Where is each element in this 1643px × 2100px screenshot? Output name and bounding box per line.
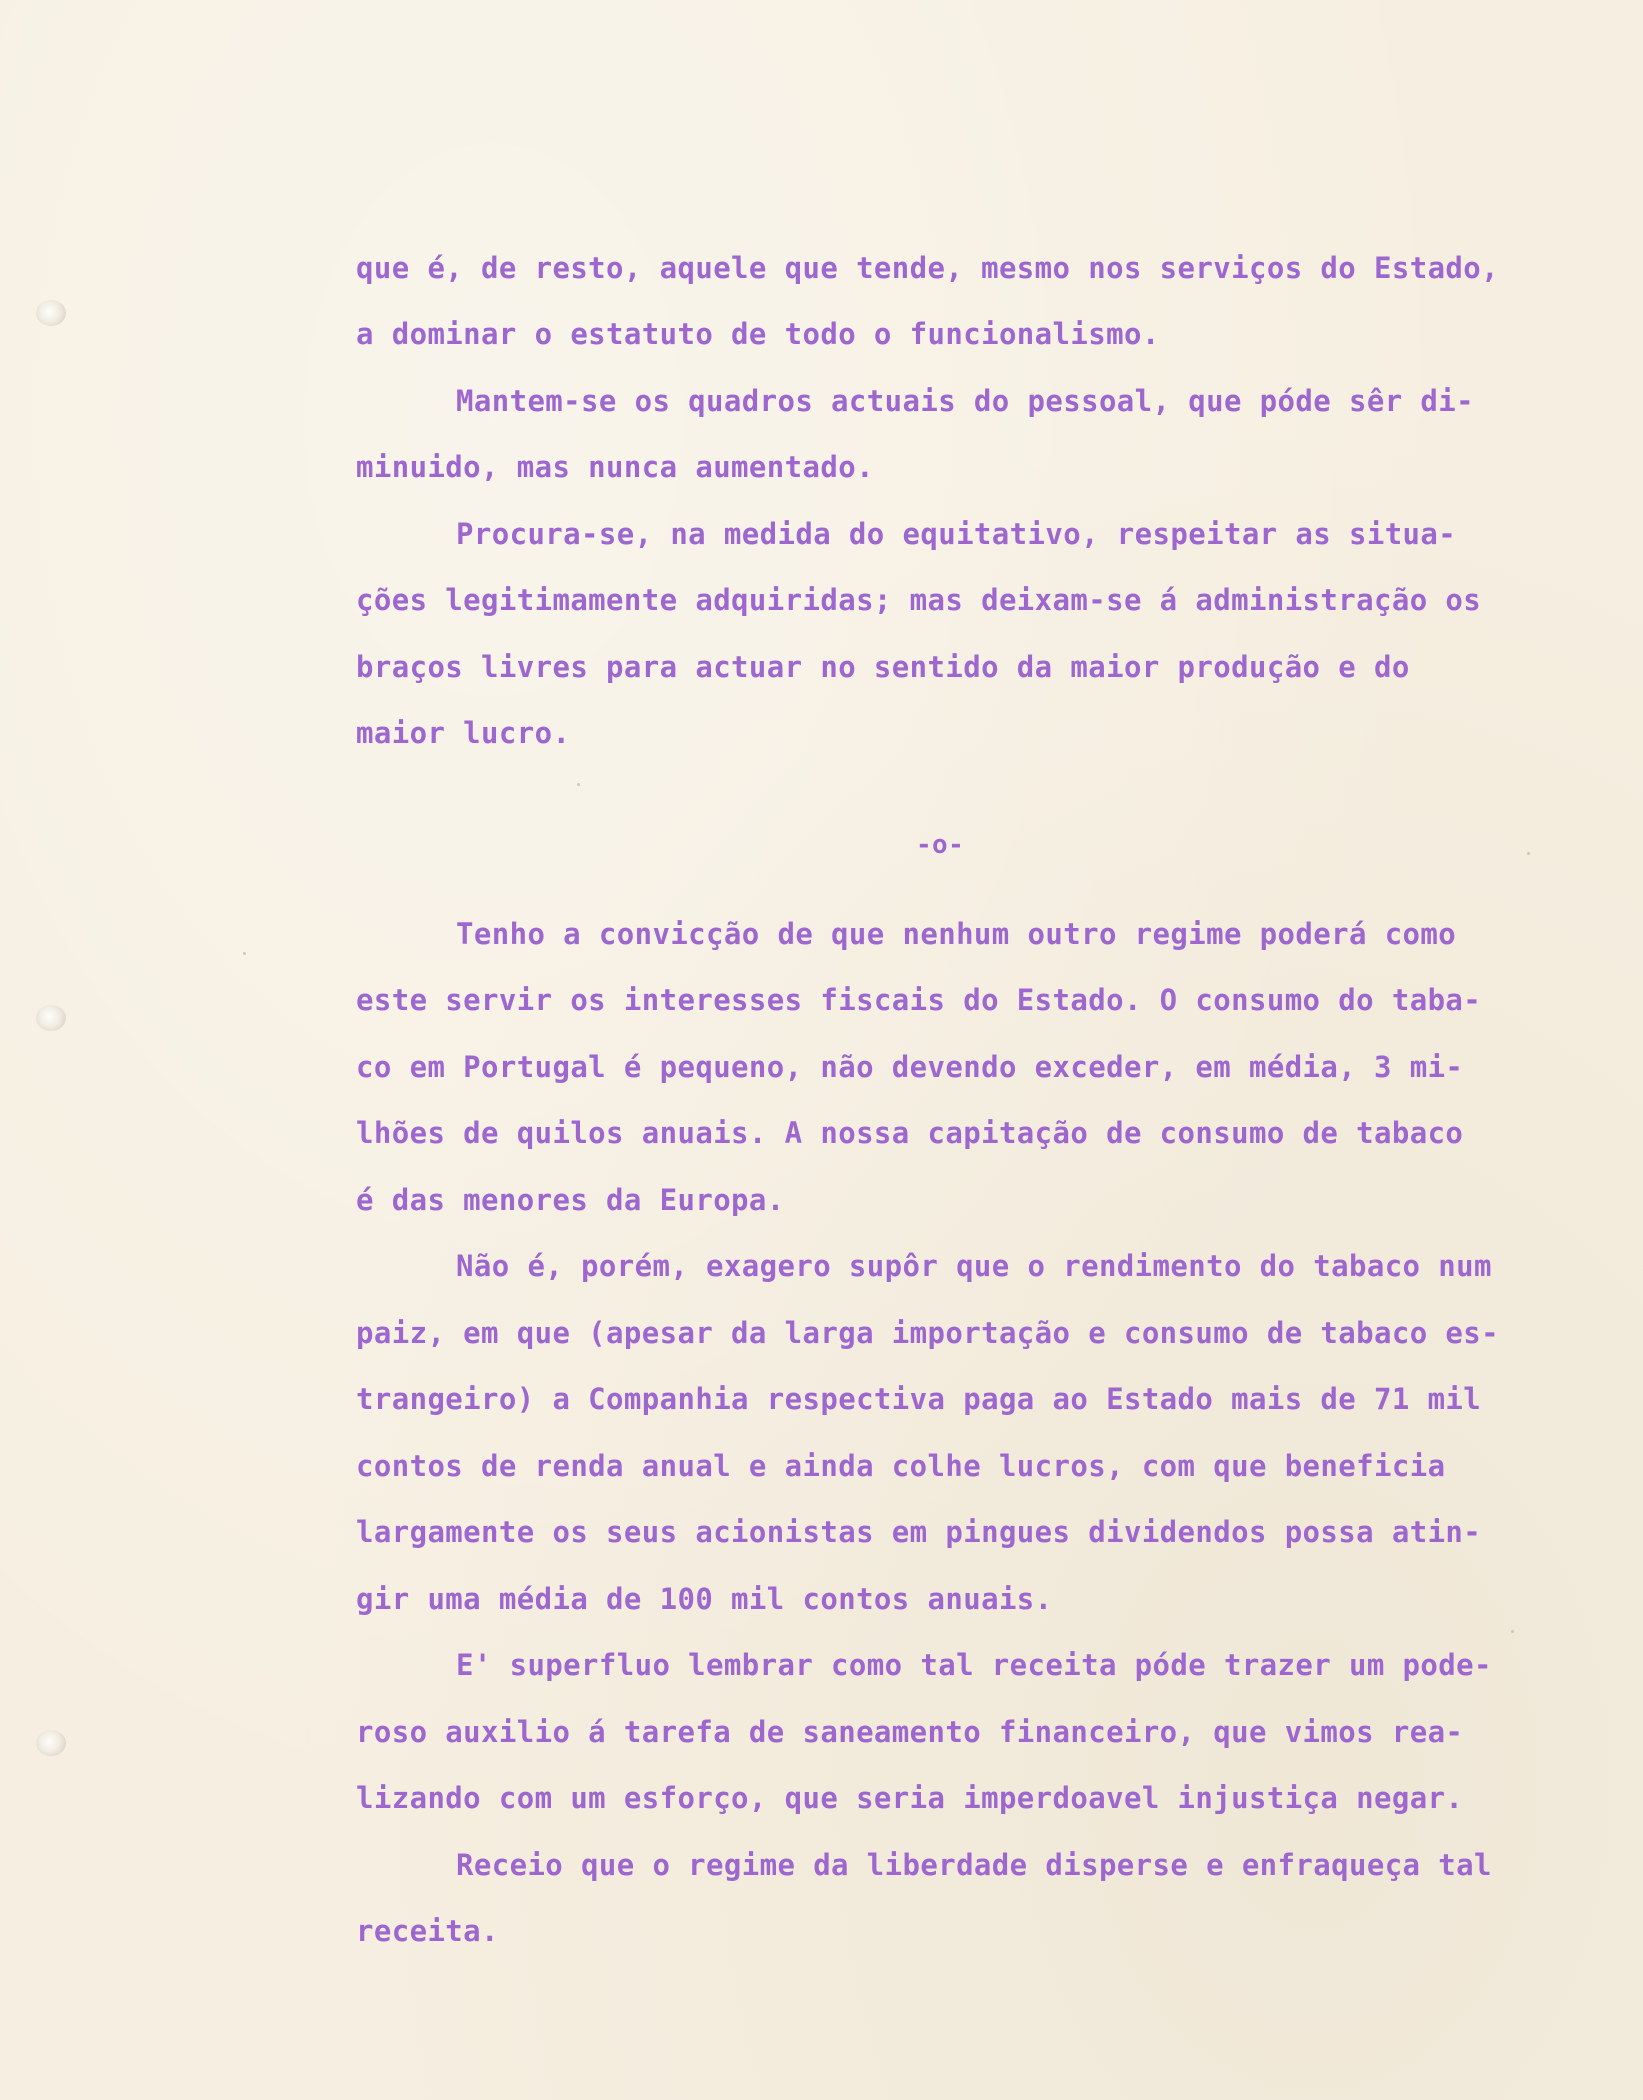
text-line: maior lucro. — [356, 716, 571, 750]
text-line: contos de renda anual e ainda colhe lucros, com que beneficia — [356, 1449, 1446, 1483]
text-line: receita. — [356, 1914, 499, 1948]
paper-speck — [243, 952, 246, 955]
text-line: lizando com um esforço, que seria imperdoavel injustiça negar. — [356, 1781, 1464, 1815]
text-line: a dominar o estatuto de todo o funcionalismo. — [356, 317, 1160, 351]
text-line: gir uma média de 100 mil contos anuais. — [356, 1582, 1053, 1616]
text-line: Receio que o regime da liberdade disperse e enfraqueça tal — [456, 1848, 1492, 1882]
text-line: Tenho a convicção de que nenhum outro regime poderá como — [456, 917, 1457, 951]
text-line: paiz, em que (apesar da larga importação e consumo de tabaco es- — [356, 1316, 1500, 1350]
text-line: Não é, porém, exagero supôr que o rendimento do tabaco num — [456, 1249, 1492, 1283]
text-line: este servir os interesses fiscais do Estado. O consumo do taba- — [356, 983, 1482, 1017]
text-line: Procura-se, na medida do equitativo, respeitar as situa- — [456, 517, 1457, 551]
section-separator: -o- — [916, 830, 965, 860]
text-line: E' superfluo lembrar como tal receita póde trazer um pode- — [456, 1648, 1492, 1682]
text-line: é das menores da Europa. — [356, 1183, 785, 1217]
text-line: co em Portugal é pequeno, não devendo exceder, em média, 3 mi- — [356, 1050, 1464, 1084]
text-line: roso auxilio á tarefa de saneamento financeiro, que vimos rea- — [356, 1715, 1464, 1749]
text-line: que é, de resto, aquele que tende, mesmo nos serviços do Estado, — [356, 251, 1500, 285]
text-line: Mantem-se os quadros actuais do pessoal, que póde sêr di- — [456, 384, 1474, 418]
punch-hole-middle — [36, 1005, 66, 1031]
text-line: trangeiro) a Companhia respectiva paga ao Estado mais de 71 mil — [356, 1382, 1482, 1416]
paper-speck — [1511, 1630, 1514, 1633]
punch-hole-bottom — [36, 1730, 66, 1756]
text-line: largamente os seus acionistas em pingues dividendos possa atin- — [356, 1515, 1482, 1549]
punch-hole-top — [36, 300, 66, 326]
text-line: lhões de quilos anuais. A nossa capitação de consumo de tabaco — [356, 1116, 1464, 1150]
paper-speck — [577, 783, 580, 786]
text-line: minuido, mas nunca aumentado. — [356, 450, 874, 484]
paper-speck — [1527, 852, 1530, 855]
text-line: braços livres para actuar no sentido da maior produção e do — [356, 650, 1410, 684]
text-line: ções legitimamente adquiridas; mas deixam-se á administração os — [356, 583, 1482, 617]
